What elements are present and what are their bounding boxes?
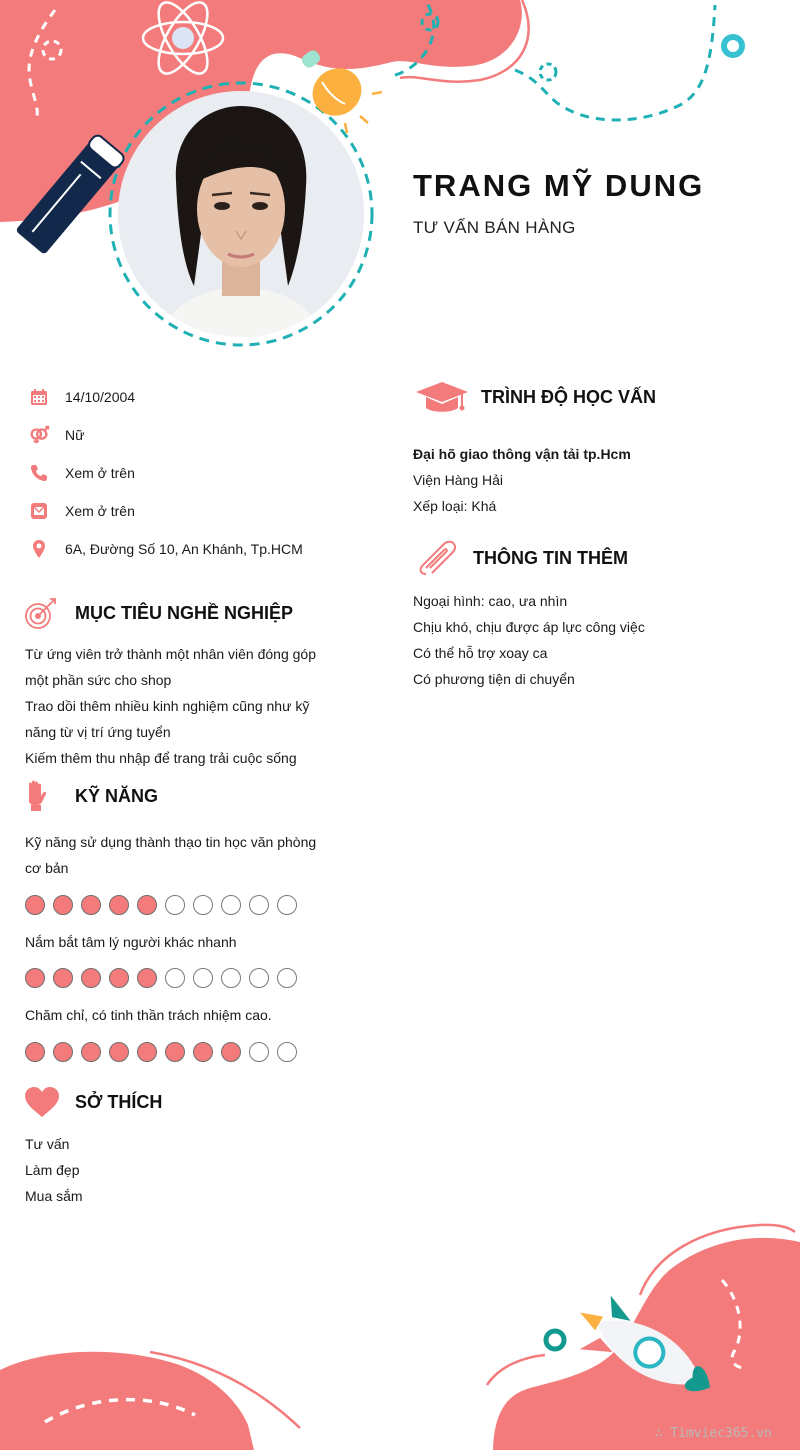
major-name: Viện Hàng Hải bbox=[413, 472, 504, 488]
hand-icon bbox=[24, 780, 62, 812]
skills-title: KỸ NĂNG bbox=[75, 785, 159, 806]
skill-name bbox=[25, 1002, 272, 1028]
objective-title: MỤC TIÊU NGHỀ NGHIỆP bbox=[75, 602, 294, 623]
additional-list bbox=[413, 588, 645, 692]
hobby-item: Tư vấn bbox=[25, 1136, 70, 1152]
rating-dot-empty bbox=[165, 968, 185, 988]
additional-item: Chịu khó, chịu được áp lực công việc bbox=[413, 619, 645, 635]
objective-line: Kiếm thêm thu nhập để trang trải cuộc sống bbox=[25, 750, 297, 766]
rating-dot-empty bbox=[277, 968, 297, 988]
rating-dot-filled bbox=[25, 968, 45, 988]
rating-dot-empty bbox=[277, 1042, 297, 1062]
objective-line: Từ ứng viên trở thành một nhân viên đóng góp bbox=[25, 646, 316, 662]
phone-text: Xem ở trên bbox=[65, 465, 135, 481]
gender-icon bbox=[28, 424, 50, 446]
hobbies-list bbox=[25, 1131, 83, 1209]
rating-dot-empty bbox=[249, 895, 269, 915]
rating-dot-filled bbox=[221, 1042, 241, 1062]
profile-photo bbox=[118, 91, 364, 337]
skill-name-line: cơ bản bbox=[25, 860, 69, 876]
location-pin-icon bbox=[28, 538, 50, 560]
skill-name-line: Kỹ năng sử dụng thành thạo tin học văn phòng bbox=[25, 834, 317, 850]
contact-email bbox=[28, 499, 135, 523]
contact-phone bbox=[28, 461, 135, 485]
teal-ring bbox=[724, 37, 742, 55]
rating-dot-empty bbox=[165, 895, 185, 915]
gender-text: Nữ bbox=[65, 427, 85, 443]
objective-line: năng từ vị trí ứng tuyển bbox=[25, 724, 171, 740]
additional-item: Có phương tiện di chuyển bbox=[413, 671, 575, 687]
hobbies-title: SỞ THÍCH bbox=[75, 1091, 163, 1112]
rating-dot-filled bbox=[25, 895, 45, 915]
rating-dot-empty bbox=[249, 968, 269, 988]
additional-title: THÔNG TIN THÊM bbox=[473, 547, 628, 568]
objective-text bbox=[25, 641, 316, 771]
grade-text: Xếp loại: Khá bbox=[413, 498, 497, 514]
rating-dot-filled bbox=[81, 1042, 101, 1062]
skill-rating bbox=[25, 895, 305, 915]
objective-line: Trao dồi thêm nhiều kinh nghiệm cũng như kỹ bbox=[25, 698, 310, 714]
rating-dot-filled bbox=[137, 1042, 157, 1062]
objective-line: một phần sức cho shop bbox=[25, 672, 172, 688]
additional-item: Ngoại hình: cao, ưa nhìn bbox=[413, 593, 568, 609]
rating-dot-empty bbox=[277, 895, 297, 915]
skill-rating bbox=[25, 968, 305, 988]
rating-dot-filled bbox=[109, 1042, 129, 1062]
paperclip-icon bbox=[416, 538, 460, 578]
skill-name bbox=[25, 929, 237, 955]
contact-address bbox=[28, 537, 303, 561]
rating-dot-empty bbox=[193, 968, 213, 988]
watermark: ∴ Timviec365.vn bbox=[654, 1426, 772, 1441]
skill-name-line: Nắm bắt tâm lý người khác nhanh bbox=[25, 934, 237, 950]
phone-icon bbox=[28, 462, 50, 484]
job-title: TƯ VẤN BÁN HÀNG bbox=[413, 218, 576, 237]
contact-birthday bbox=[28, 385, 135, 409]
rating-dot-empty bbox=[221, 895, 241, 915]
contact-gender bbox=[28, 423, 84, 447]
birthday-text: 14/10/2004 bbox=[65, 389, 136, 405]
calendar-icon bbox=[28, 386, 50, 408]
rating-dot-empty bbox=[249, 1042, 269, 1062]
rating-dot-filled bbox=[53, 1042, 73, 1062]
education-details bbox=[413, 441, 631, 519]
rating-dot-filled bbox=[137, 968, 157, 988]
rating-dot-filled bbox=[25, 1042, 45, 1062]
rating-dot-empty bbox=[193, 895, 213, 915]
rating-dot-filled bbox=[53, 968, 73, 988]
rating-dot-filled bbox=[81, 968, 101, 988]
skills-header bbox=[24, 780, 158, 812]
additional-item: Có thể hỗ trợ xoay ca bbox=[413, 645, 548, 661]
education-header bbox=[414, 378, 656, 416]
objective-header bbox=[24, 596, 293, 630]
heart-icon bbox=[24, 1086, 62, 1118]
skill-name-line: Chăm chỉ, có tinh thần trách nhiệm cao. bbox=[25, 1007, 272, 1023]
rating-dot-filled bbox=[109, 895, 129, 915]
education-title: TRÌNH ĐỘ HỌC VẤN bbox=[481, 386, 656, 407]
rating-dot-filled bbox=[81, 895, 101, 915]
email-text: Xem ở trên bbox=[65, 503, 135, 519]
target-icon bbox=[24, 596, 62, 630]
rating-dot-empty bbox=[221, 968, 241, 988]
email-icon bbox=[28, 500, 50, 522]
candidate-name: TRANG MỸ DUNG bbox=[413, 168, 705, 203]
graduation-cap-icon bbox=[414, 378, 470, 416]
rating-dot-filled bbox=[53, 895, 73, 915]
rating-dot-filled bbox=[137, 895, 157, 915]
hobby-item: Mua sắm bbox=[25, 1188, 83, 1204]
hobby-item: Làm đẹp bbox=[25, 1162, 80, 1178]
rating-dot-filled bbox=[193, 1042, 213, 1062]
skill-name bbox=[25, 829, 316, 881]
rating-dot-filled bbox=[165, 1042, 185, 1062]
school-name: Đại hõ giao thông vận tải tp.Hcm bbox=[413, 446, 631, 462]
skill-rating bbox=[25, 1042, 305, 1062]
hobbies-header bbox=[24, 1086, 162, 1118]
address-text: 6A, Đường Số 10, An Khánh, Tp.HCM bbox=[65, 541, 303, 557]
additional-header bbox=[416, 538, 628, 578]
rating-dot-filled bbox=[109, 968, 129, 988]
